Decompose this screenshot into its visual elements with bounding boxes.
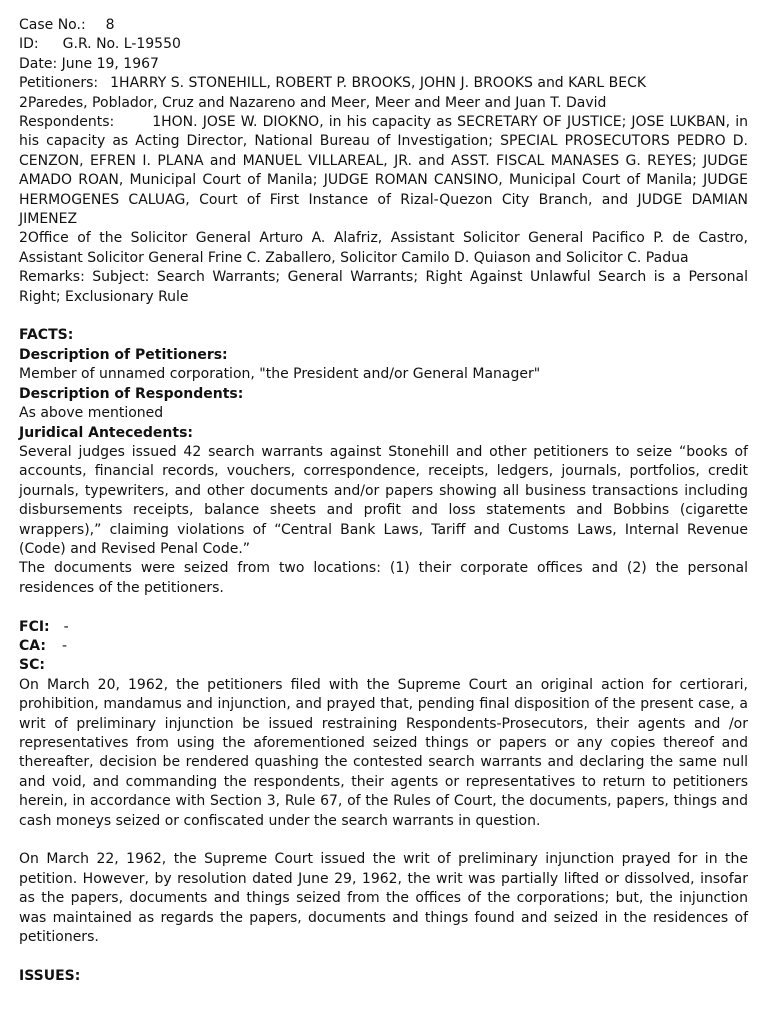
- juridical-text-c: claiming violations of: [101, 521, 275, 538]
- violations-quote: “Central Bank Laws, Tariff and Customs Laws, Internal Revenue (Code) and Revised Penal Code.”: [19, 521, 748, 557]
- spacer: [19, 947, 748, 966]
- petitioners-counsel: 2Paredes, Poblador, Cruz and Nazareno and Meer, Meer and Meer and Juan T. David: [19, 94, 607, 111]
- facts-heading: FACTS:: [19, 327, 74, 344]
- ca-line: [19, 637, 748, 656]
- sc-paragraph-1: On March 20, 1962, the petitioners filed with the Supreme Court an original action for certiorari, prohibition, mandamus and injunction, and prayed that, pending final disposition of the present case, a writ of preliminary injunction be issued restraining Respondents-Prosecutors, their agents and /or representatives from using the aforementioned seized things or papers or any copies thereof and thereafter, decision be rendered quashing the contested search warrants and declaring the same null and void, and commanding the respondents, their agents or representatives to return to petitioners herein, in accordance with Section 3, Rule 67, of the Rules of Court, the documents, papers, things and cash moneys seized or confiscated under the search warrants in question.: [19, 676, 748, 829]
- ca-label: CA:: [19, 637, 46, 654]
- respondents-paragraph: [19, 113, 748, 229]
- case-number-label: Case No.:: [19, 17, 86, 33]
- issues-heading: ISSUES:: [19, 967, 81, 984]
- spacer: [19, 831, 748, 850]
- date-line: Date: June 19, 1967: [19, 55, 159, 72]
- petitioners-value: 1HARRY S. STONEHILL, ROBERT P. BROOKS, JOHN J. BROOKS and KARL BECK: [110, 75, 647, 92]
- fci-label: FCI:: [19, 618, 50, 635]
- petitioners-description-heading: Description of Petitioners:: [19, 346, 228, 363]
- case-number-line: [19, 16, 748, 35]
- spacer: [19, 598, 748, 617]
- respondents-description-heading: Description of Respondents:: [19, 385, 244, 402]
- case-number-value: 8: [105, 17, 115, 33]
- spacer: [19, 307, 748, 326]
- remarks-paragraph: Remarks: Subject: Search Warrants; General Warrants; Right Against Unlawful Search is a Personal Right; Exclusionary Rule: [19, 269, 748, 305]
- id-value: G.R. No. L-19550: [62, 36, 181, 53]
- respondents-counsel: 2Office of the Solicitor General Arturo A. Alafriz, Assistant Solicitor General Pacifico P. de Castro, Assistant Solicitor General Frine C. Zaballero, Solicitor Camilo D. Quiason and Solicitor C. Padua: [19, 230, 748, 266]
- seized-items-quote: “books of accounts, financial records, vouchers, correspondence, receipts, ledgers, journals, portfolios, credit journals, typewriters, and other documents and/or papers showing all business transactions including disbursements receipts, balance sheets and profit and loss statements and Bobbins (cigarette wrappers),”: [19, 443, 748, 538]
- ca-value: -: [61, 637, 68, 654]
- sc-label: SC:: [19, 657, 45, 674]
- juridical-paragraph-2: The documents were seized from two locations: (1) their corporate offices and (2) the personal residences of the petitioners.: [19, 560, 748, 596]
- juridical-antecedents-heading: Juridical Antecedents:: [19, 424, 194, 441]
- id-label: ID:: [19, 36, 39, 53]
- petitioners-description-text: Member of unnamed corporation, "the President and/or General Manager": [19, 366, 541, 383]
- respondents-label: Respondents:: [19, 114, 115, 131]
- fci-line: [19, 618, 748, 637]
- sc-paragraph-2: On March 22, 1962, the Supreme Court issued the writ of preliminary injunction prayed for in the petition. However, by resolution dated June 29, 1962, the writ was partially lifted or dissolved, insofar as the papers, documents and things seized from the offices of the corporations; but, the injunction was maintained as regards the papers, documents and things found and seized in the residences of petitioners.: [19, 851, 748, 946]
- juridical-text-a: Several judges issued 42 search warrants against Stonehill and other petitioners to seize: [19, 443, 679, 460]
- id-line: [19, 35, 748, 54]
- petitioners-line: [19, 74, 748, 93]
- juridical-paragraph-1: [19, 443, 748, 559]
- fci-value: -: [63, 618, 69, 635]
- respondents-value: 1HON. JOSE W. DIOKNO, in his capacity as SECRETARY OF JUSTICE; JOSE LUKBAN, in his capacity as Acting Director, National Bureau of Investigation; SPECIAL PROSECUTORS PEDRO D. CENZON, EFREN I. PLANA and MANUEL VILLAREAL, JR. and ASST. FISCAL MANASES G. REYES; JUDGE AMADO ROAN, Municipal Court of Manila; JUDGE ROMAN CANSINO, Municipal Court of Manila; JUDGE HERMOGENES CALUAG, Court of First Instance of Rizal-Quezon City Branch, and JUDGE DAMIAN JIMENEZ: [19, 114, 748, 228]
- respondents-description-text: As above mentioned: [19, 405, 164, 422]
- petitioners-label: Petitioners:: [19, 75, 99, 92]
